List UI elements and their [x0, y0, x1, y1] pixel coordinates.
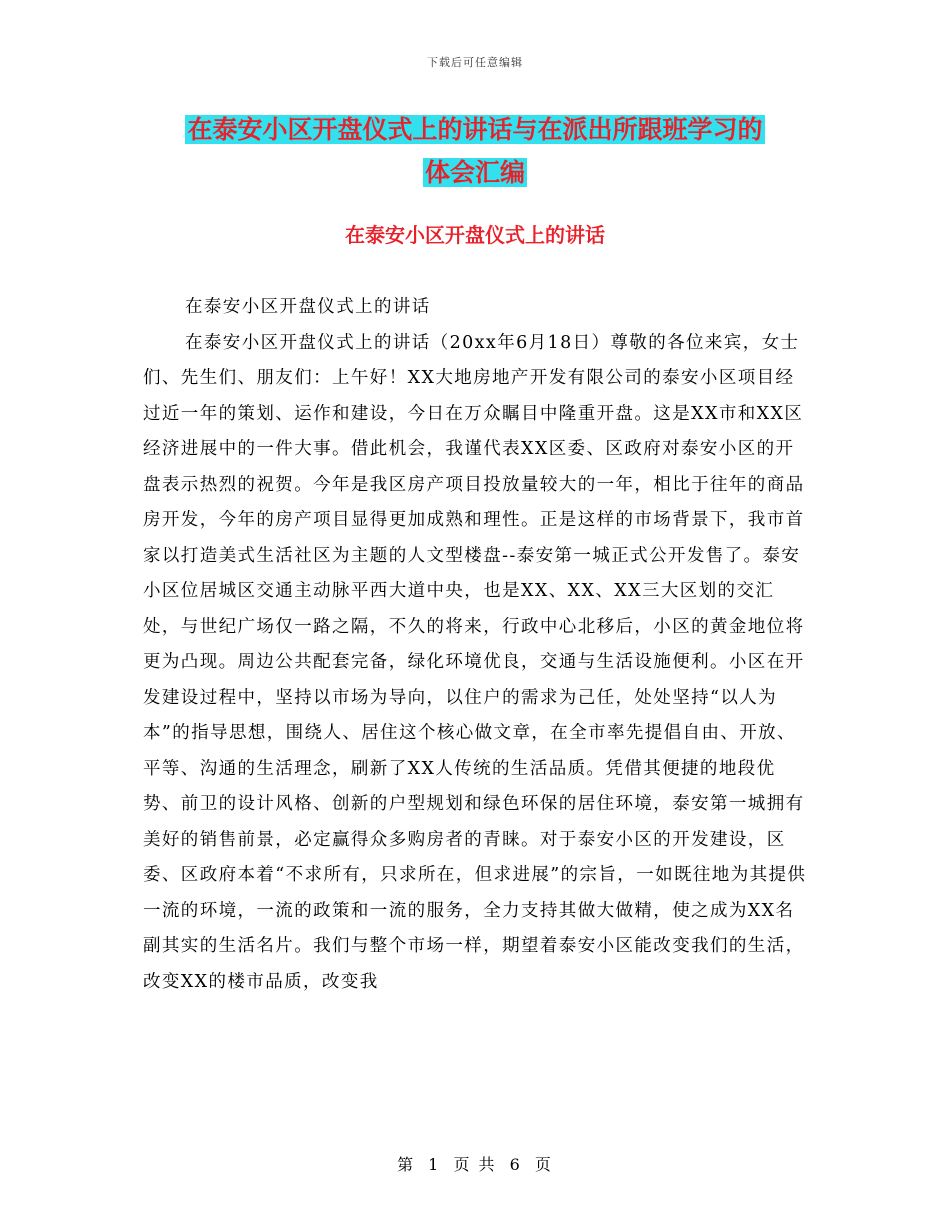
document-title-text-2: 体会汇编	[424, 158, 525, 187]
footer-total-pages: 6	[509, 1155, 522, 1174]
document-title-line-2	[0, 153, 950, 193]
header-note: 下载后可任意编辑	[427, 56, 523, 69]
document-title-text-1: 在泰安小区开盘仪式上的讲话与在派出所跟班学习的	[187, 115, 763, 144]
document-body	[143, 290, 809, 1000]
footer-suffix: 页	[534, 1155, 553, 1174]
body-paragraph: 在泰安小区开盘仪式上的讲话（20xx年6月18日）尊敬的各位来宾，女士们、先生们、朋友们：上午好！XX大地房地产开发有限公司的泰安小区项目经过近一年的策划、运作和建设，今日在万众瞩目中隆重开盘。这是XX市和XX区经济进展中的一件大事。借此机会，我谨代表XX区委、区政府对泰安小区的开盘表示热烈的祝贺。今年是我区房产项目投放量较大的一年，相比于往年的商品房开发，今年的房产项目显得更加成熟和理性。正是这样的市场背景下，我市首家以打造美式生活社区为主题的人文型楼盘--泰安第一城正式公开发售了。泰安小区位居城区交通主动脉平西大道中央，也是XX、XX、XX三大区划的交汇处，与世纪广场仅一路之隔，不久的将来，行政中心北移后，小区的黄金地位将更为凸现。周边公共配套完备，绿化环境优良，交通与生活设施便利。小区在开发建设过程中，坚持以市场为导向，以住户的需求为己任，处处坚持“以人为本”的指导思想，围绕人、居住这个核心做文章，在全市率先提倡自由、开放、平等、沟通的生活理念，刷新了XX人传统的生活品质。凭借其便捷的地段优势、前卫的设计风格、创新的户型规划和绿色环保的居住环境，泰安第一城拥有美好的销售前景，必定赢得众多购房者的青睐。对于泰安小区的开发建设，区委、区政府本着“不求所有，只求所在，但求进展”的宗旨，一如既往地为其提供一流的环境，一流的政策和一流的服务，全力支持其做大做精，使之成为XX名副其实的生活名片。我们与整个市场一样，期望着泰安小区能改变我们的生活，改变XX的楼市品质，改变我	[143, 332, 807, 992]
section-title: 在泰安小区开盘仪式上的讲话	[345, 223, 605, 247]
page-footer	[0, 1152, 950, 1175]
footer-prefix: 第	[397, 1155, 416, 1174]
footer-middle: 页 共	[453, 1155, 497, 1174]
footer-page-number: 1	[428, 1155, 441, 1174]
subheading: 在泰安小区开盘仪式上的讲话	[185, 297, 431, 317]
document-title-line-1	[0, 110, 950, 150]
